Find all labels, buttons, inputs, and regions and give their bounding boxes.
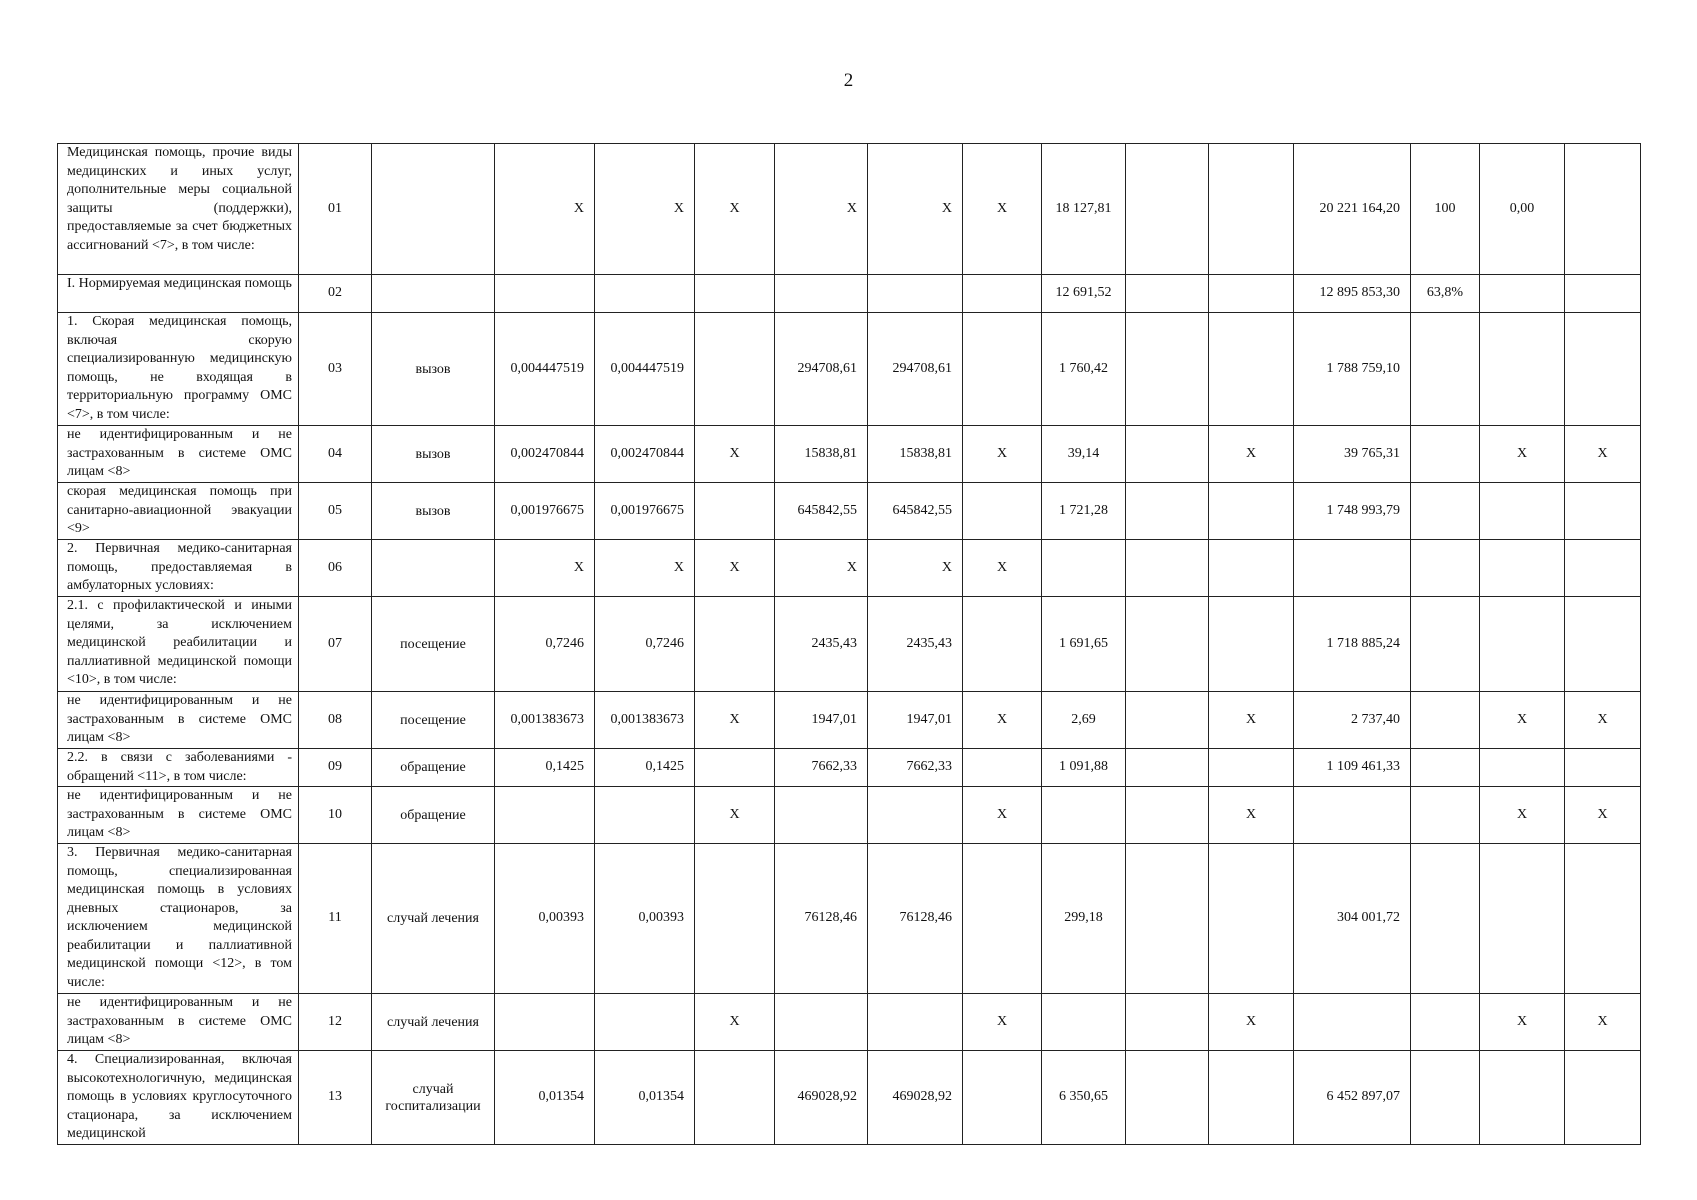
cell-c6 — [963, 749, 1042, 787]
cell-c2: 0,01354 — [595, 1051, 695, 1145]
cell-c2: 0,00393 — [595, 844, 695, 994]
cell-c13 — [1565, 540, 1641, 597]
cell-c10: 6 452 897,07 — [1294, 1051, 1411, 1145]
line-code: 04 — [299, 426, 372, 483]
cell-c6: X — [963, 426, 1042, 483]
cell-c7: 1 691,65 — [1042, 597, 1126, 692]
cell-c9: X — [1209, 692, 1294, 749]
cell-c7: 12 691,52 — [1042, 275, 1126, 313]
cell-c12: X — [1480, 426, 1565, 483]
cell-c7: 6 350,65 — [1042, 1051, 1126, 1145]
cell-c12: X — [1480, 994, 1565, 1051]
cell-c5: 7662,33 — [868, 749, 963, 787]
cell-c5: 1947,01 — [868, 692, 963, 749]
cell-c2: 0,7246 — [595, 597, 695, 692]
row-name: 1. Скорая медицинская помощь, включая скорую специализированную медицинскую помощь, не входящая в территориальную программу ОМС <7>, в том числе: — [58, 313, 299, 426]
cell-c11 — [1411, 426, 1480, 483]
cell-c6 — [963, 1051, 1042, 1145]
cell-c13: X — [1565, 426, 1641, 483]
row-name: не идентифицированным и не застрахованным в системе ОМС лицам <8> — [58, 692, 299, 749]
cell-c3 — [695, 749, 775, 787]
cell-c9: X — [1209, 994, 1294, 1051]
cell-c4: 294708,61 — [775, 313, 868, 426]
unit: посещение — [372, 597, 495, 692]
cell-c12: 0,00 — [1480, 144, 1565, 275]
cell-c3: X — [695, 144, 775, 275]
cell-c2: 0,1425 — [595, 749, 695, 787]
cell-c9 — [1209, 844, 1294, 994]
cell-c2: 0,001976675 — [595, 483, 695, 540]
cell-c3: X — [695, 787, 775, 844]
cell-c1: X — [495, 540, 595, 597]
cell-c12 — [1480, 597, 1565, 692]
cell-c2 — [595, 787, 695, 844]
cell-c10: 20 221 164,20 — [1294, 144, 1411, 275]
cell-c4: X — [775, 540, 868, 597]
cell-c5 — [868, 994, 963, 1051]
cell-c3 — [695, 597, 775, 692]
cell-c5 — [868, 275, 963, 313]
cell-c3 — [695, 275, 775, 313]
cell-c8 — [1126, 749, 1209, 787]
line-code: 09 — [299, 749, 372, 787]
cell-c11 — [1411, 749, 1480, 787]
cell-c11 — [1411, 787, 1480, 844]
line-code: 05 — [299, 483, 372, 540]
cell-c2 — [595, 994, 695, 1051]
cell-c7 — [1042, 994, 1126, 1051]
cell-c13 — [1565, 483, 1641, 540]
cell-c9: X — [1209, 787, 1294, 844]
cell-c8 — [1126, 144, 1209, 275]
row-name: 2.2. в связи с заболеваниями - обращений <11>, в том числе: — [58, 749, 299, 787]
line-code: 06 — [299, 540, 372, 597]
cell-c13 — [1565, 844, 1641, 994]
cell-c10: 12 895 853,30 — [1294, 275, 1411, 313]
cell-c1: 0,00393 — [495, 844, 595, 994]
cell-c13 — [1565, 313, 1641, 426]
cell-c3 — [695, 1051, 775, 1145]
cell-c1: X — [495, 144, 595, 275]
cell-c12 — [1480, 540, 1565, 597]
budget-table — [57, 143, 1641, 1145]
line-code: 11 — [299, 844, 372, 994]
cell-c11 — [1411, 313, 1480, 426]
cell-c13: X — [1565, 787, 1641, 844]
row-name: 2.1. с профилактической и иными целями, за исключением медицинской реабилитации и паллиативной медицинской помощи <10>, в том числе: — [58, 597, 299, 692]
cell-c5: 294708,61 — [868, 313, 963, 426]
cell-c12 — [1480, 749, 1565, 787]
cell-c11 — [1411, 994, 1480, 1051]
cell-c6 — [963, 275, 1042, 313]
cell-c12 — [1480, 844, 1565, 994]
cell-c1: 0,01354 — [495, 1051, 595, 1145]
cell-c11 — [1411, 844, 1480, 994]
cell-c10: 1 109 461,33 — [1294, 749, 1411, 787]
cell-c4: 469028,92 — [775, 1051, 868, 1145]
cell-c8 — [1126, 540, 1209, 597]
cell-c13 — [1565, 275, 1641, 313]
cell-c7: 1 760,42 — [1042, 313, 1126, 426]
table-row — [58, 749, 1641, 787]
row-name: 2. Первичная медико-санитарная помощь, предоставляемая в амбулаторных условиях: — [58, 540, 299, 597]
cell-c13 — [1565, 749, 1641, 787]
cell-c2: X — [595, 144, 695, 275]
cell-c12 — [1480, 275, 1565, 313]
cell-c6 — [963, 597, 1042, 692]
cell-c5: 2435,43 — [868, 597, 963, 692]
table-row — [58, 540, 1641, 597]
cell-c11 — [1411, 1051, 1480, 1145]
unit — [372, 540, 495, 597]
cell-c8 — [1126, 597, 1209, 692]
cell-c7: 39,14 — [1042, 426, 1126, 483]
cell-c5 — [868, 787, 963, 844]
cell-c8 — [1126, 844, 1209, 994]
cell-c6: X — [963, 994, 1042, 1051]
cell-c10: 39 765,31 — [1294, 426, 1411, 483]
cell-c3: X — [695, 540, 775, 597]
cell-c11 — [1411, 597, 1480, 692]
unit: обращение — [372, 749, 495, 787]
cell-c10: 1 718 885,24 — [1294, 597, 1411, 692]
cell-c8 — [1126, 787, 1209, 844]
cell-c3 — [695, 844, 775, 994]
line-code: 01 — [299, 144, 372, 275]
cell-c6 — [963, 844, 1042, 994]
row-name: не идентифицированным и не застрахованным в системе ОМС лицам <8> — [58, 787, 299, 844]
row-name: не идентифицированным и не застрахованным в системе ОМС лицам <8> — [58, 994, 299, 1051]
cell-c8 — [1126, 692, 1209, 749]
cell-c9 — [1209, 1051, 1294, 1145]
cell-c8 — [1126, 994, 1209, 1051]
cell-c7: 299,18 — [1042, 844, 1126, 994]
table-row — [58, 844, 1641, 994]
cell-c9 — [1209, 275, 1294, 313]
table-row — [58, 692, 1641, 749]
cell-c6: X — [963, 144, 1042, 275]
cell-c13 — [1565, 597, 1641, 692]
cell-c4 — [775, 787, 868, 844]
cell-c5: 645842,55 — [868, 483, 963, 540]
cell-c4 — [775, 275, 868, 313]
unit — [372, 275, 495, 313]
line-code: 10 — [299, 787, 372, 844]
unit: случай госпитализации — [372, 1051, 495, 1145]
cell-c13 — [1565, 1051, 1641, 1145]
cell-c4: 2435,43 — [775, 597, 868, 692]
cell-c6: X — [963, 787, 1042, 844]
cell-c11: 100 — [1411, 144, 1480, 275]
page-number: 2 — [843, 70, 854, 91]
cell-c7: 18 127,81 — [1042, 144, 1126, 275]
table-row — [58, 597, 1641, 692]
line-code: 13 — [299, 1051, 372, 1145]
cell-c4: 76128,46 — [775, 844, 868, 994]
cell-c13: X — [1565, 994, 1641, 1051]
table-row — [58, 426, 1641, 483]
cell-c1: 0,002470844 — [495, 426, 595, 483]
cell-c5: 15838,81 — [868, 426, 963, 483]
cell-c4: 1947,01 — [775, 692, 868, 749]
cell-c12 — [1480, 1051, 1565, 1145]
cell-c4 — [775, 994, 868, 1051]
line-code: 08 — [299, 692, 372, 749]
table-row — [58, 313, 1641, 426]
cell-c11 — [1411, 692, 1480, 749]
cell-c8 — [1126, 1051, 1209, 1145]
cell-c3: X — [695, 994, 775, 1051]
cell-c8 — [1126, 483, 1209, 540]
cell-c9 — [1209, 540, 1294, 597]
cell-c8 — [1126, 313, 1209, 426]
cell-c7 — [1042, 787, 1126, 844]
cell-c12: X — [1480, 692, 1565, 749]
cell-c2 — [595, 275, 695, 313]
cell-c13 — [1565, 144, 1641, 275]
cell-c11: 63,8% — [1411, 275, 1480, 313]
cell-c1: 0,7246 — [495, 597, 595, 692]
cell-c4: 15838,81 — [775, 426, 868, 483]
row-name: 3. Первичная медико-санитарная помощь, специализированная медицинская помощь в условиях дневных стационаров, за исключением медицинской реабилитации и паллиативной медицинской помощи <12>, в том числе: — [58, 844, 299, 994]
row-name: скорая медицинская помощь при санитарно-авиационной эвакуации <9> — [58, 483, 299, 540]
cell-c9 — [1209, 313, 1294, 426]
line-code: 12 — [299, 994, 372, 1051]
cell-c7: 1 721,28 — [1042, 483, 1126, 540]
cell-c5: X — [868, 540, 963, 597]
line-code: 02 — [299, 275, 372, 313]
cell-c8 — [1126, 275, 1209, 313]
cell-c12: X — [1480, 787, 1565, 844]
cell-c9 — [1209, 483, 1294, 540]
cell-c1 — [495, 994, 595, 1051]
cell-c10 — [1294, 994, 1411, 1051]
cell-c4: X — [775, 144, 868, 275]
cell-c1: 0,004447519 — [495, 313, 595, 426]
unit — [372, 144, 495, 275]
cell-c12 — [1480, 313, 1565, 426]
table-row — [58, 144, 1641, 275]
line-code: 03 — [299, 313, 372, 426]
cell-c10: 2 737,40 — [1294, 692, 1411, 749]
cell-c7: 1 091,88 — [1042, 749, 1126, 787]
cell-c7: 2,69 — [1042, 692, 1126, 749]
cell-c6: X — [963, 692, 1042, 749]
cell-c7 — [1042, 540, 1126, 597]
row-name: 4. Специализированная, включая высокотехнологичную, медицинская помощь в условиях круглосуточного стационара, за исключением медицинской — [58, 1051, 299, 1145]
cell-c5: 76128,46 — [868, 844, 963, 994]
cell-c1 — [495, 275, 595, 313]
cell-c3 — [695, 313, 775, 426]
cell-c9 — [1209, 597, 1294, 692]
cell-c5: 469028,92 — [868, 1051, 963, 1145]
cell-c6 — [963, 313, 1042, 426]
cell-c10 — [1294, 540, 1411, 597]
cell-c9 — [1209, 749, 1294, 787]
unit: вызов — [372, 426, 495, 483]
row-name: Медицинская помощь, прочие виды медицинских и иных услуг, дополнительные меры социальной защиты (поддержки), предоставляемые за счет бюджетных ассигнований <7>, в том числе: — [58, 144, 299, 275]
unit: случай лечения — [372, 994, 495, 1051]
row-name: не идентифицированным и не застрахованным в системе ОМС лицам <8> — [58, 426, 299, 483]
cell-c6: X — [963, 540, 1042, 597]
cell-c10: 304 001,72 — [1294, 844, 1411, 994]
table-row — [58, 787, 1641, 844]
cell-c3 — [695, 483, 775, 540]
unit: вызов — [372, 313, 495, 426]
table-row — [58, 483, 1641, 540]
cell-c10: 1 748 993,79 — [1294, 483, 1411, 540]
cell-c11 — [1411, 483, 1480, 540]
unit: случай лечения — [372, 844, 495, 994]
row-name: I. Нормируемая медицинская помощь — [58, 275, 299, 313]
cell-c11 — [1411, 540, 1480, 597]
cell-c1: 0,1425 — [495, 749, 595, 787]
cell-c2: 0,002470844 — [595, 426, 695, 483]
table-row — [58, 1051, 1641, 1145]
cell-c1 — [495, 787, 595, 844]
table-row — [58, 275, 1641, 313]
cell-c9 — [1209, 144, 1294, 275]
cell-c6 — [963, 483, 1042, 540]
cell-c4: 7662,33 — [775, 749, 868, 787]
table-row — [58, 994, 1641, 1051]
cell-c2: 0,001383673 — [595, 692, 695, 749]
line-code: 07 — [299, 597, 372, 692]
cell-c8 — [1126, 426, 1209, 483]
cell-c12 — [1480, 483, 1565, 540]
cell-c13: X — [1565, 692, 1641, 749]
cell-c5: X — [868, 144, 963, 275]
unit: посещение — [372, 692, 495, 749]
cell-c1: 0,001383673 — [495, 692, 595, 749]
cell-c3: X — [695, 426, 775, 483]
unit: вызов — [372, 483, 495, 540]
unit: обращение — [372, 787, 495, 844]
cell-c3: X — [695, 692, 775, 749]
cell-c2: X — [595, 540, 695, 597]
cell-c2: 0,004447519 — [595, 313, 695, 426]
cell-c10: 1 788 759,10 — [1294, 313, 1411, 426]
cell-c1: 0,001976675 — [495, 483, 595, 540]
cell-c9: X — [1209, 426, 1294, 483]
cell-c4: 645842,55 — [775, 483, 868, 540]
cell-c10 — [1294, 787, 1411, 844]
